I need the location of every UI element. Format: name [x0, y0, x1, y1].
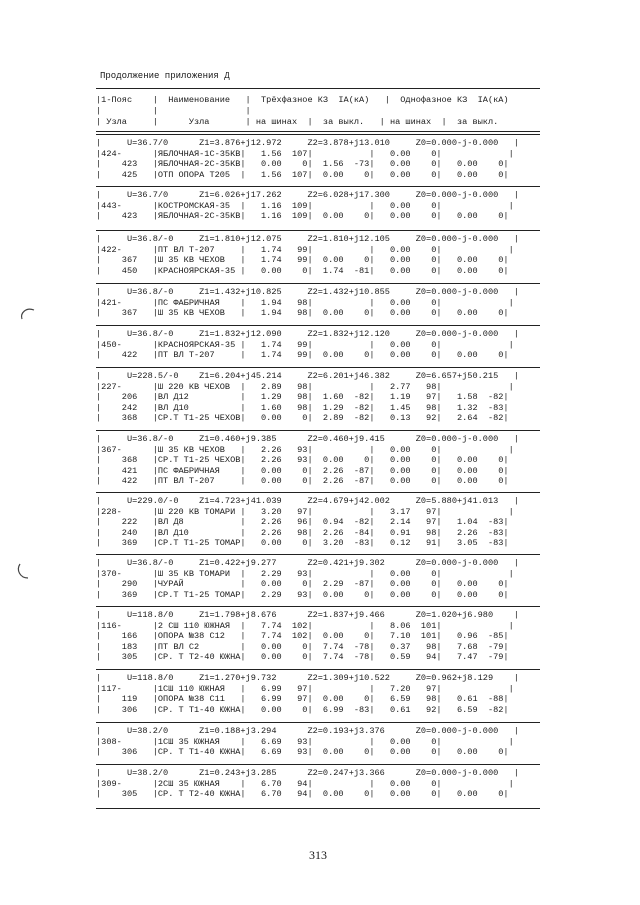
header-row-1: |1-Пояс | Наименование | Трёхфазное КЗ IA(кА) | Однофазное КЗ IA(кА)	[96, 95, 509, 105]
block-summary-row: | U=36.8/-0 Z1=0.422+j9.277 Z2=0.421+j9.302 Z0=0.000-j-0.000 |	[96, 558, 519, 568]
block-separator-rule	[96, 764, 540, 765]
table-row: | 421 |ПС ФАБРИЧНАЯ | 0.00 0| 2.26 -87| 0.00 0| 0.00 0|	[96, 465, 509, 476]
block-summary-row: | U=36.8/-0 Z1=1.832+j12.090 Z2=1.832+j12.120 Z0=0.000-j-0.000 |	[96, 329, 519, 339]
table-row: | 305 |СР. Т Т2-40 ЮЖНА| 0.00 0| 7.74 -78| 0.59 94| 7.47 -79|	[96, 652, 509, 662]
table-row: | 222 |ВЛ Д8 | 2.26 96| 0.94 -82| 2.14 97| 1.04 -83|	[96, 517, 509, 527]
table-bottom-rule	[96, 808, 540, 809]
table-row: | 368 |СР.Т Т1-25 ЧЕХОВ| 0.00 0| 2.89 -82| 0.13 92| 2.64 -82|	[96, 413, 509, 423]
table-row: | 242 |ВЛ Д10 | 1.60 98| 1.29 -82| 1.45 98| 1.32 -83|	[96, 402, 509, 413]
hole-punch-mark-bottom	[14, 560, 38, 584]
table-row: |421- |ПС ФАБРИЧНАЯ | 1.94 98| | 0.00 0| |	[96, 297, 514, 308]
block-summary-row: | U=36.8/-0 Z1=1.432+j10.825 Z2=1.432+j10.855 Z0=0.000-j-0.000 |	[96, 287, 519, 297]
table-row: | 369 |СР.Т Т1-25 ТОМАР| 2.29 93| 0.00 0| 0.00 0| 0.00 0|	[96, 589, 509, 600]
block-separator-rule	[96, 669, 540, 670]
header-row-3: | Узла | Узла | на шинах | за выкл. | на шинах | за выкл.	[96, 117, 499, 127]
table-row: |309- |2СШ 35 ЮЖНАЯ | 6.70 94| | 0.00 0| |	[96, 778, 514, 789]
table-row: |367- |Ш 35 КВ ЧЕХОВ | 2.26 93| | 0.00 0| |	[96, 444, 514, 455]
block-separator-rule	[96, 134, 540, 135]
table-row: | 422 |ПТ ВЛ Т-207 | 0.00 0| 2.26 -87| 0.00 0| 0.00 0|	[96, 476, 509, 486]
table-row: | 369 |СР.Т Т1-25 ТОМАР| 0.00 0| 3.20 -83| 0.12 91| 3.05 -83|	[96, 538, 509, 548]
block-summary-row: | U=36.7/0 Z1=6.026+j17.262 Z2=6.028+j17.300 Z0=0.000-j-0.000 |	[96, 190, 519, 200]
table-row: | 166 |ОПОРА №38 С12 | 7.74 102| 0.00 0| 7.10 101| 0.96 -85|	[96, 631, 509, 641]
table-row: | 206 |ВЛ Д12 | 1.29 98| 1.60 -82| 1.19 97| 1.58 -82|	[96, 392, 509, 402]
header-bottom-rule	[96, 131, 540, 132]
block-separator-rule	[96, 430, 540, 431]
table-row: | 368 |СР.Т Т1-25 ЧЕХОВ| 2.26 93| 0.00 0| 0.00 0| 0.00 0|	[96, 455, 509, 465]
table-row: |422- |ПТ ВЛ Т-207 | 1.74 99| | 0.00 0| |	[96, 244, 514, 255]
table-row: | 306 |СР. Т Т1-40 ЮЖНА| 6.69 93| 0.00 0| 0.00 0| 0.00 0|	[96, 747, 509, 757]
block-separator-rule	[96, 554, 540, 555]
table-row: | 305 |СР. Т Т2-40 ЮЖНА| 6.70 94| 0.00 0| 0.00 0| 0.00 0|	[96, 789, 509, 799]
header-top-rule	[96, 88, 540, 89]
block-summary-row: | U=38.2/0 Z1=0.243+j3.285 Z2=0.247+j3.366 Z0=0.000-j-0.000 |	[96, 768, 519, 778]
block-summary-row: | U=228.5/-0 Z1=6.204+j45.214 Z2=6.201+j46.382 Z0=6.657+j50.215 |	[96, 371, 519, 381]
block-summary-row: | U=36.8/-0 Z1=1.810+j12.075 Z2=1.810+j12.105 Z0=0.000-j-0.000 |	[96, 234, 519, 244]
block-summary-row: | U=118.8/0 Z1=1.798+j8.676 Z2=1.837+j9.466 Z0=1.020+j6.980 |	[96, 610, 519, 620]
page-number: 313	[309, 848, 327, 862]
table-row: |308- |1СШ 35 ЮЖНАЯ | 6.69 93| | 0.00 0| |	[96, 736, 514, 747]
table-row: | 240 |ВЛ Д10 | 2.26 98| 2.26 -84| 0.91 98| 2.26 -83|	[96, 527, 509, 538]
table-row: | 423 |ЯБЛОЧНАЯ-2С-35КВ| 0.00 0| 1.56 -73| 0.00 0| 0.00 0|	[96, 159, 509, 169]
table-row: |450- |КРАСНОЯРСКАЯ-35 | 1.74 99| | 0.00 0| |	[96, 339, 514, 350]
table-row: |117- |1СШ 110 ЮЖНАЯ | 6.99 97| | 7.20 97| |	[96, 683, 514, 694]
block-separator-rule	[96, 606, 540, 607]
block-summary-row: | U=38.2/0 Z1=0.188+j3.294 Z2=0.193+j3.376 Z0=0.000-j-0.000 |	[96, 726, 519, 736]
appendix-caption: Продолжение приложения Д	[100, 71, 230, 81]
hole-punch-mark-top	[16, 305, 40, 329]
block-separator-rule	[96, 722, 540, 723]
table-row: | 119 |ОПОРА №38 С11 | 6.99 97| 0.00 0| 6.59 98| 0.61 -88|	[96, 694, 509, 704]
table-row: |116- |2 СШ 110 ЮЖНАЯ | 7.74 102| | 8.06 101| |	[96, 620, 514, 631]
block-separator-rule	[96, 186, 540, 187]
table-row: |443- |КОСТРОМСКАЯ-35 | 1.16 109| | 0.00 0| |	[96, 200, 514, 211]
table-row: | 450 |КРАСНОЯРСКАЯ-35 | 0.00 0| 1.74 -81| 0.00 0| 0.00 0|	[96, 265, 509, 276]
block-summary-row: | U=229.0/-0 Z1=4.723+j41.039 Z2=4.679+j42.002 Z0=5.880+j41.013 |	[96, 496, 519, 506]
block-summary-row: | U=118.8/0 Z1=1.270+j9.732 Z2=1.309+j10.522 Z0=0.962+j8.129 |	[96, 673, 519, 683]
header-row-2: | | |	[96, 106, 251, 116]
table-row: |424- |ЯБЛОЧНАЯ-1С-35КВ| 1.56 107| | 0.00 0| |	[96, 148, 514, 159]
block-summary-row: | U=36.8/-0 Z1=0.460+j9.385 Z2=0.460+j9.415 Z0=0.000-j-0.000 |	[96, 434, 519, 444]
table-row: |227- |Ш 220 КВ ЧЕХОВ | 2.89 98| | 2.77 98| |	[96, 381, 514, 392]
table-row: | 422 |ПТ ВЛ Т-207 | 1.74 99| 0.00 0| 0.00 0| 0.00 0|	[96, 350, 509, 360]
table-row: | 423 |ЯБЛОЧНАЯ-2С-35КВ| 1.16 109| 0.00 0| 0.00 0| 0.00 0|	[96, 211, 509, 221]
block-separator-rule	[96, 325, 540, 326]
table-row: |228- |Ш 220 КВ ТОМАРИ | 3.20 97| | 3.17 97| |	[96, 506, 514, 517]
table-row: | 367 |Ш 35 КВ ЧЕХОВ | 1.94 98| 0.00 0| 0.00 0| 0.00 0|	[96, 308, 509, 318]
table-row: | 290 |ЧУРАЙ | 0.00 0| 2.29 -87| 0.00 0| 0.00 0|	[96, 579, 509, 589]
table-row: | 425 |ОТП ОПОРА Т205 | 1.56 107| 0.00 0| 0.00 0| 0.00 0|	[96, 169, 509, 180]
table-row: | 367 |Ш 35 КВ ЧЕХОВ | 1.74 99| 0.00 0| 0.00 0| 0.00 0|	[96, 255, 509, 265]
table-row: |370- |Ш 35 КВ ТОМАРИ | 2.29 93| | 0.00 0| |	[96, 568, 514, 579]
block-summary-row: | U=36.7/0 Z1=3.876+j12.972 Z2=3.878+j13.010 Z0=0.000-j-0.000 |	[96, 138, 519, 148]
block-separator-rule	[96, 230, 540, 231]
table-row: | 183 |ПТ ВЛ С2 | 0.00 0| 7.74 -78| 0.37 98| 7.68 -79|	[96, 641, 509, 652]
block-separator-rule	[96, 283, 540, 284]
block-separator-rule	[96, 367, 540, 368]
table-row: | 306 |СР. Т Т1-40 ЮЖНА| 0.00 0| 6.99 -83| 0.61 92| 6.59 -82|	[96, 704, 509, 715]
block-separator-rule	[96, 492, 540, 493]
